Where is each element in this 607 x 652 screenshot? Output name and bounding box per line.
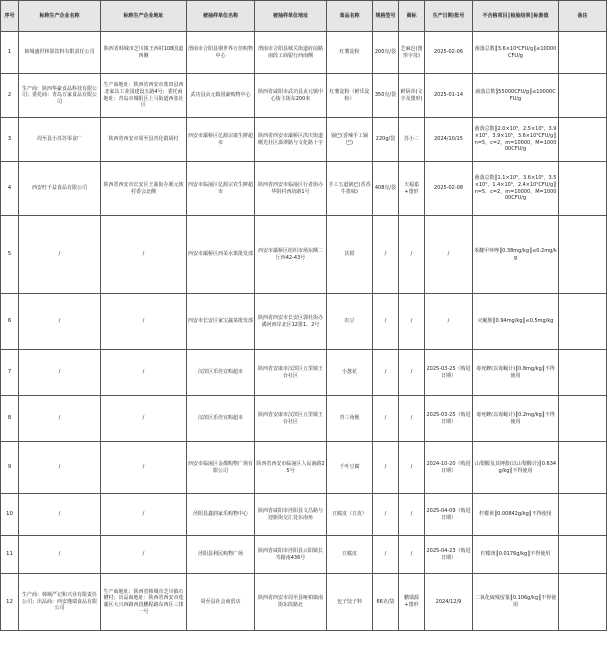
manufacturer-name-cell: 韩城盛世林果饮料有限责任公司: [19, 32, 101, 74]
sampled-unit-address-cell: 陕西省西安市长安区郭杜街办潏河西岸北区12排1、2号: [255, 294, 327, 350]
sampled-unit-name-cell: 周至县社会商贸店: [187, 574, 255, 631]
production-date-cell: 2025-01-14: [425, 74, 473, 118]
remark-cell: [559, 396, 607, 442]
manufacturer-name-cell: /: [19, 442, 101, 494]
manufacturer-name-cell: /: [19, 494, 101, 536]
brand-cell: 苏小二: [399, 118, 425, 162]
sampled-unit-address-cell: 西安市灞桥区纺织市场东侧二厅西42-43号: [255, 216, 327, 294]
row-number-cell: 1: [1, 32, 19, 74]
row-number-cell: 8: [1, 396, 19, 442]
production-date-cell: 2025-02-08: [425, 162, 473, 216]
table-row: [1, 118, 607, 162]
table-row: [1, 574, 607, 631]
manufacturer-address-cell: 陕西省西安市长安区王曲街办栗元坡村委会北侧: [101, 162, 187, 216]
sampled-unit-address-cell: 陕西省安康市汉滨区五里镇王台社区: [255, 396, 327, 442]
remark-cell: [559, 494, 607, 536]
food-name-cell: 青三角梗: [327, 396, 373, 442]
food-name-cell: 千叶豆腐: [327, 442, 373, 494]
failed-item-result-cell: 毒死蜱(以毒蝇计)║0.8mg/kg║不得使用: [473, 350, 559, 396]
sampled-unit-address-cell: 陕西省咸阳市泾阳县云阳镇长寿路南436号: [255, 536, 327, 574]
failed-item-result-cell: 山梨酸及其钾盐(以山梨酸计)║0.634g/kg║不得使用: [473, 442, 559, 494]
brand-cell: /: [399, 442, 425, 494]
brand-cell: /: [399, 396, 425, 442]
production-date-cell: 2025-03-25（购进日期）: [425, 396, 473, 442]
sampled-unit-address-cell: 陕西省咸阳市泾阳县文昌路与迎新街交汇处东南角: [255, 494, 327, 536]
manufacturer-address-cell: 陕西省西安市周至县青化镇胡村: [101, 118, 187, 162]
spec-cell: 200克/袋: [373, 32, 399, 74]
food-name-cell: 沃柑: [327, 216, 373, 294]
production-date-cell: 2025-02-06: [425, 32, 473, 74]
manufacturer-address-cell: /: [101, 216, 187, 294]
food-name-cell: 包子饺子料: [327, 574, 373, 631]
food-name-cell: 手工五道锅巴(香香牛排味): [327, 162, 373, 216]
row-number-cell: 2: [1, 74, 19, 118]
spec-cell: /: [373, 216, 399, 294]
manufacturer-address-cell: /: [101, 396, 187, 442]
failed-item-result-cell: 灭蝇胺║0.94mg/kg║≤0.5mg/kg: [473, 294, 559, 350]
brand-cell: 芝麻邑(图形字母): [399, 32, 425, 74]
manufacturer-name-cell: 生产商：陕西华豪食品科技有限公司；委托商：青岛万家食品有限公司: [19, 74, 101, 118]
sampled-unit-name-cell: 汉滨区乐佳宜购超市: [187, 350, 255, 396]
table-row: [1, 536, 607, 574]
failed-item-result-cell: 苯醚甲环唑║0.38mg/kg║≤0.2mg/kg: [473, 216, 559, 294]
brand-cell: /: [399, 350, 425, 396]
manufacturer-name-cell: /: [19, 396, 101, 442]
manufacturer-address-cell: 陕西省韩城市芝川镇王西村108国道西侧: [101, 32, 187, 74]
remark-cell: [559, 574, 607, 631]
header-cell: 食品名称: [327, 1, 373, 32]
food-name-cell: 小葱花: [327, 350, 373, 396]
table-body: [1, 32, 607, 631]
spec-cell: /: [373, 494, 399, 536]
table-row: [1, 162, 607, 216]
sampled-unit-name-cell: 泾阳县利民购物广场: [187, 536, 255, 574]
manufacturer-address-cell: 生产商地址：陕西省韩城市芝川镇石槽村；出品商地址：陕西省西安市莲湖区大兴西路西段鹏程路东西区三排一号: [101, 574, 187, 631]
production-date-cell: 2025-03-25（购进日期）: [425, 350, 473, 396]
food-name-cell: 红薯淀粉（鲜乐淀粉）: [327, 74, 373, 118]
manufacturer-address-cell: 生产商地址：陕西省西安市蓝田县西北家具工业园建设五路4号；委托商地址：青岛市城阳区上马街道西张社区: [101, 74, 187, 118]
food-name-cell: 豆腐皮（豆皮）: [327, 494, 373, 536]
spec-cell: /: [373, 396, 399, 442]
manufacturer-address-cell: /: [101, 350, 187, 396]
food-name-cell: 豆腐皮: [327, 536, 373, 574]
brand-cell: 天福嘉+图形: [399, 162, 425, 216]
manufacturer-address-cell: /: [101, 442, 187, 494]
production-date-cell: 2025-04-23（购进日期）: [425, 536, 473, 574]
failed-item-result-cell: 柠檬黄║0.0176g/kg║不得使用: [473, 536, 559, 574]
remark-cell: [559, 32, 607, 74]
remark-cell: [559, 216, 607, 294]
food-name-cell: 锅巴(香辣手工锅巴): [327, 118, 373, 162]
sampled-unit-address-cell: 陕西省西安市灞桥区洪庆街道曙光社区翡翠路与文化路十字: [255, 118, 327, 162]
row-number-cell: 6: [1, 294, 19, 350]
sampled-unit-address-cell: 陕西省西安市临潼区人民南路25号: [255, 442, 327, 494]
remark-cell: [559, 162, 607, 216]
manufacturer-name-cell: /: [19, 294, 101, 350]
sampled-unit-name-cell: 泾阳县鑫润家乐购物中心: [187, 494, 255, 536]
production-date-cell: 2024-10-20（购进日期）: [425, 442, 473, 494]
sampled-unit-name-cell: 西安市临潼区金都购物广场有限公司: [187, 442, 255, 494]
row-number-cell: 4: [1, 162, 19, 216]
manufacturer-address-cell: /: [101, 494, 187, 536]
table-row: [1, 32, 607, 74]
food-name-cell: 豇豆: [327, 294, 373, 350]
sampled-unit-address-cell: 陕西省西安市临潼区行者街办华阴村西坊路1号: [255, 162, 327, 216]
brand-cell: /: [399, 216, 425, 294]
spec-cell: 408克/袋: [373, 162, 399, 216]
production-date-cell: 2024/12/9: [425, 574, 473, 631]
table-row: [1, 350, 607, 396]
sampled-unit-name-cell: 武功县贞元镇国豪购物中心: [187, 74, 255, 118]
sampled-unit-address-cell: 渭南市合阳县城关街道府前路南段工商银行西南侧: [255, 32, 327, 74]
failed-item-result-cell: 菌落总数║2.0×10⁵，2.5×10⁵，3.9×10⁵，3.9×10⁵，3.6×10⁵CFU/g║n=5，c=2，m=10000，M=100000CFU/g: [473, 118, 559, 162]
manufacturer-name-cell: /: [19, 216, 101, 294]
sampled-unit-name-cell: 西安市灞桥区亿源宗康生鲜超市: [187, 118, 255, 162]
brand-cell: /: [399, 494, 425, 536]
row-number-cell: 11: [1, 536, 19, 574]
header-cell: 商标: [399, 1, 425, 32]
remark-cell: [559, 74, 607, 118]
sampled-unit-name-cell: 渭南市合阳县钢世界万佳购物中心: [187, 32, 255, 74]
manufacturer-name-cell: 西安旺千益食品有限公司: [19, 162, 101, 216]
failed-item-result-cell: 菌落总数║1.1×10⁵，3.6×10⁵，3.5×10⁵，1.4×10⁵，2.4×10⁵CFU/g║n=5，c=2，m=10000，M=100000CFU/g: [473, 162, 559, 216]
manufacturer-address-cell: /: [101, 294, 187, 350]
table-row: [1, 294, 607, 350]
row-number-cell: 3: [1, 118, 19, 162]
sampled-unit-name-cell: 西安市灞桥区西茉水果批发部: [187, 216, 255, 294]
production-date-cell: /: [425, 294, 473, 350]
failed-item-result-cell: 菌落总数║3.6×10⁴CFU/g║≤10000CFU/g: [473, 32, 559, 74]
production-date-cell: 2025-04-09（购进日期）: [425, 494, 473, 536]
remark-cell: [559, 536, 607, 574]
header-cell: 被抽样单位地址: [255, 1, 327, 32]
manufacturer-name-cell: 生产商：韩城严记和兴业有限责任公司；出品商：西安瑾瑞食品有限公司: [19, 574, 101, 631]
spec-cell: 350克/袋: [373, 74, 399, 118]
header-row: [1, 1, 607, 32]
table-row: [1, 74, 607, 118]
sampled-unit-name-cell: 西安市临潼区亿源宗农生鲜超市: [187, 162, 255, 216]
header-cell: 备注: [559, 1, 607, 32]
brand-cell: /: [399, 294, 425, 350]
header-cell: 标称生产企业地址: [101, 1, 187, 32]
spec-cell: /: [373, 442, 399, 494]
manufacturer-name-cell: /: [19, 350, 101, 396]
row-number-cell: 7: [1, 350, 19, 396]
row-number-cell: 9: [1, 442, 19, 494]
food-name-cell: 红薯淀粉: [327, 32, 373, 74]
manufacturer-address-cell: /: [101, 536, 187, 574]
table-row: [1, 494, 607, 536]
spec-cell: 220g/袋: [373, 118, 399, 162]
row-number-cell: 5: [1, 216, 19, 294]
failed-item-result-cell: 毒死蜱(以毒蝇计)║0.2mg/kg║不得使用: [473, 396, 559, 442]
spec-cell: /: [373, 350, 399, 396]
failed-item-result-cell: 柠檬黄║0.00842g/kg║不得使用: [473, 494, 559, 536]
header-cell: 生产日期/批号: [425, 1, 473, 32]
table-row: [1, 396, 607, 442]
remark-cell: [559, 294, 607, 350]
header-cell: 规格型号: [373, 1, 399, 32]
sampled-unit-name-cell: 西安市长安区家宝蔬菜批发部: [187, 294, 255, 350]
sampled-unit-address-cell: 陕西省安康市汉滨区五里镇王台社区: [255, 350, 327, 396]
header-cell: 序号: [1, 1, 19, 32]
header-cell: 标称生产企业名称: [19, 1, 101, 32]
sampled-unit-address-cell: 陕西省咸阳市武功县贞元镇中心街主街东200米: [255, 74, 327, 118]
brand-cell: /: [399, 536, 425, 574]
spec-cell: 66克/袋: [373, 574, 399, 631]
row-number-cell: 10: [1, 494, 19, 536]
table-row: [1, 442, 607, 494]
header-cell: 不合格项目║检验结果║标准值: [473, 1, 559, 32]
row-number-cell: 12: [1, 574, 19, 631]
remark-cell: [559, 442, 607, 494]
brand-cell: 鹏瑞源+图形: [399, 574, 425, 631]
failed-item-result-cell: 二氧化硫残留量║0.106g/kg║不得使用: [473, 574, 559, 631]
spec-cell: /: [373, 294, 399, 350]
spec-cell: /: [373, 536, 399, 574]
manufacturer-name-cell: /: [19, 536, 101, 574]
sampled-unit-name-cell: 汉滨区乐佳宜购超市: [187, 396, 255, 442]
table-row: [1, 216, 607, 294]
remark-cell: [559, 118, 607, 162]
header-cell: 被抽样单位名称: [187, 1, 255, 32]
remark-cell: [559, 350, 607, 396]
production-date-cell: /: [425, 216, 473, 294]
production-date-cell: 2024/10/15: [425, 118, 473, 162]
manufacturer-name-cell: 周至县小苏苏零食厂: [19, 118, 101, 162]
brand-cell: 鲜厨帝(文字及图形): [399, 74, 425, 118]
failed-item-result-cell: 菌落总数║55000CFU/g║≤10000CFU/g: [473, 74, 559, 118]
sampled-unit-address-cell: 陕西省西安市周至县哑柏镇南街东段路北: [255, 574, 327, 631]
